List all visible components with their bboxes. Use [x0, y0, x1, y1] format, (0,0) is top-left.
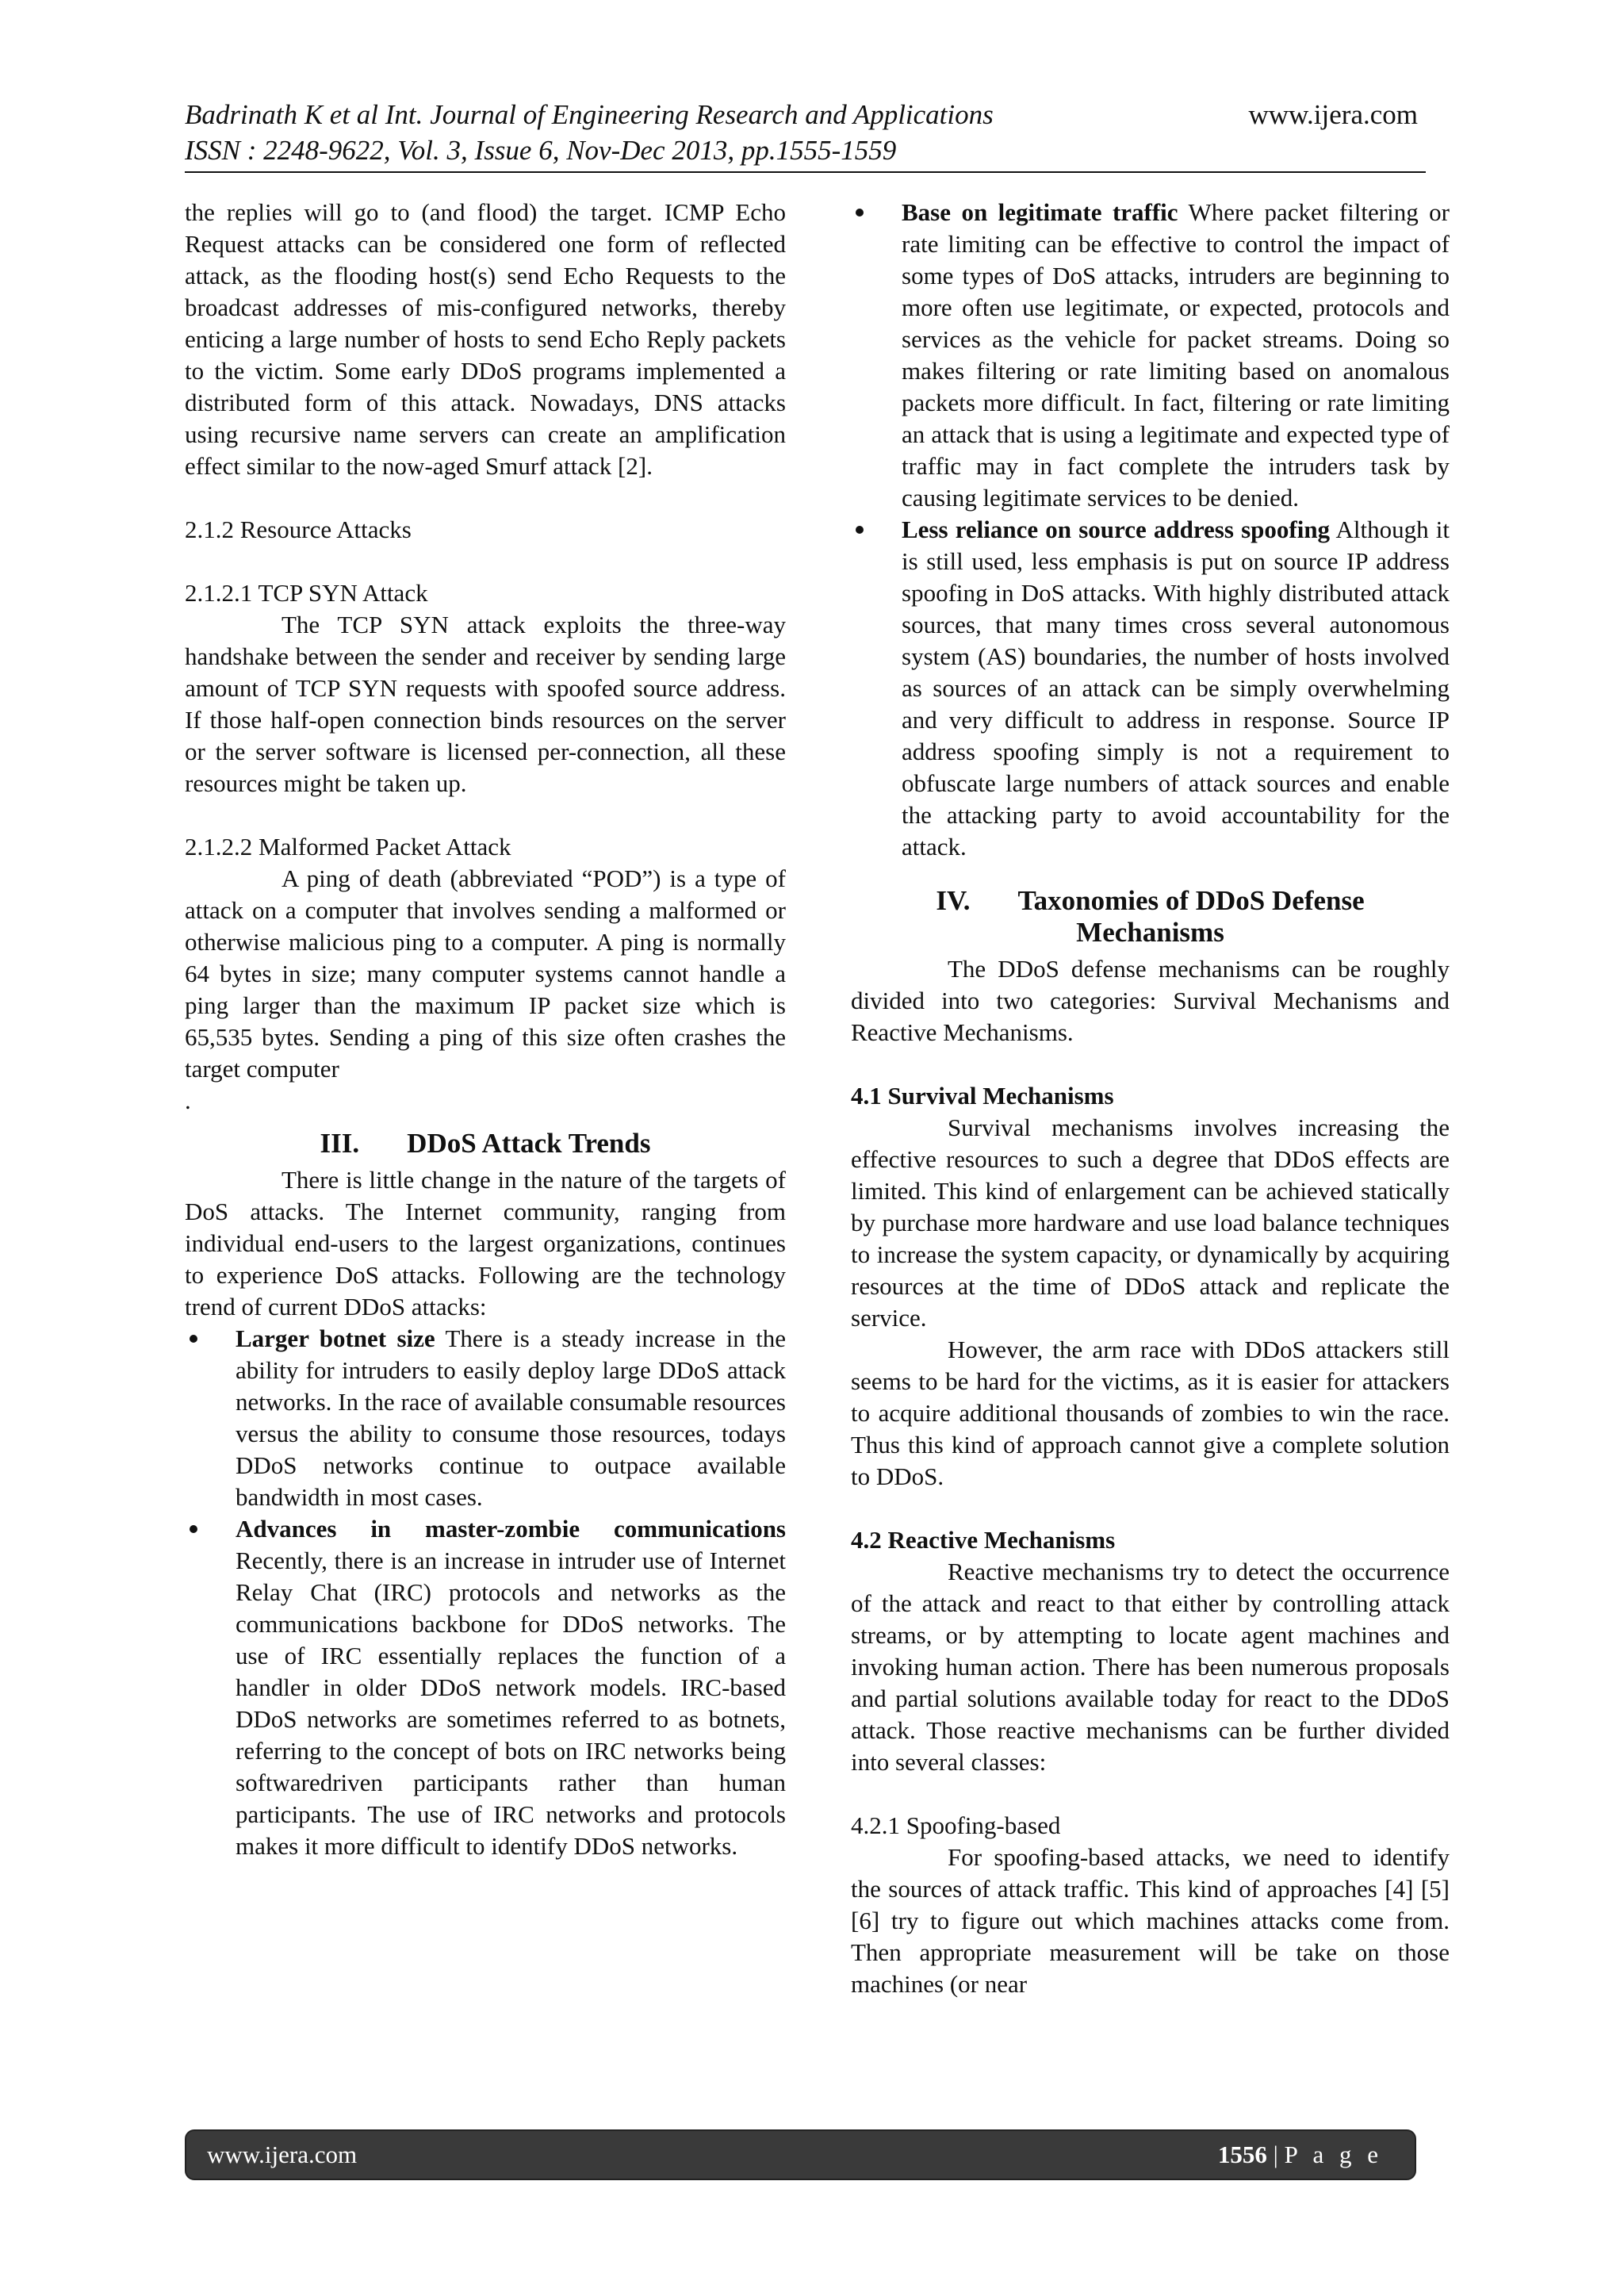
section-title-defense [851, 885, 1450, 949]
bullet-text: Although it is still used, less emphasis is put on source IP address spoofing in DoS attacks. With highly distributed attack sources, that many times cross several autonomous system (AS) boundaries, the number of hosts involved as sources of an attack can be simply overwhelming and very difficult to address in response. Source IP address spoofing simply is not a requirement to obfuscate large numbers of attack sources and enable the attacking party to avoid accountability for the attack. [902, 516, 1450, 861]
journal-citation: Badrinath K et al Int. Journal of Engineering Research and Applications [185, 99, 994, 130]
left-column [185, 197, 786, 1862]
heading-survival: 4.1 Survival Mechanisms [851, 1082, 1114, 1110]
page-number: 1556 [1217, 2141, 1267, 2168]
paragraph-tcp-syn: The TCP SYN attack exploits the three-way handshake between the sender and receiver by sending large amount of TCP SYN requests with spoofed source address. If those half-open connection binds resources on the server or the server software is licensed per-connection, all these resources might be taken up. [185, 611, 786, 797]
paragraph-reactive: Reactive mechanisms try to detect the occurrence of the attack and react to that either by controlling attack streams, or by attempting to locate agent machines and invoking human action. There has been numerous proposals and partial solutions available today for react to the DDoS attack. Those reactive mechanisms can be further divided into several classes: [851, 1558, 1450, 1776]
heading-malformed-packet: 2.1.2.2 Malformed Packet Attack [185, 833, 511, 861]
trend-bullet-list [185, 1323, 786, 1862]
paragraph-defense: The DDoS defense mechanisms can be roughly divided into two categories: Survival Mechanisms and Reactive Mechanisms. [851, 955, 1450, 1046]
paragraph-survival-2: However, the arm race with DDoS attackers still seems to be hard for the victims, as it is easier for attackers to acquire additional thousands of zombies to win the race. Thus this kind of approach cannot give a complete solution to DDoS. [851, 1336, 1450, 1490]
trend-bullet-list-continued [851, 197, 1450, 863]
paragraph-spoofing-based: For spoofing-based attacks, we need to identify the sources of attack traffic. This kind of approaches [4] [5] [6] try to figure out which machines attacks come from. Then appropriate measurement will be take on those machines (or near [851, 1843, 1450, 1998]
paragraph-survival-1: Survival mechanisms involves increasing the effective resources to such a degree that DDoS effects are limited. This kind of enlargement can be achieved statically by purchase more hardware and use load balance techniques to increase the system capacity, or dynamically by acquiring resources at the time of DDoS attack and replicate the service. [851, 1114, 1450, 1332]
paragraph-trends: There is little change in the nature of the targets of DoS attacks. The Internet community, ranging from individual end-users to the largest organizations, continues to experience DoS attacks. Following are the technology trend of current DDoS attacks: [185, 1166, 786, 1320]
section-title-attack-trends [185, 1128, 786, 1159]
bullet-title: Advances in master-zombie communications [236, 1515, 786, 1543]
header-rule [185, 171, 1426, 173]
heading-spoofing-based: 4.2.1 Spoofing-based [851, 1811, 1061, 1839]
section-number: IV. [936, 885, 971, 916]
section-title-text-2: Mechanisms [1076, 917, 1224, 948]
issn-line: ISSN : 2248-9622, Vol. 3, Issue 6, Nov-Dec 2013, pp.1555-1559 [185, 135, 897, 166]
page-footer [185, 2129, 1416, 2180]
section-title-text: Taxonomies of DDoS Defense [1017, 885, 1365, 916]
heading-tcp-syn: 2.1.2.1 TCP SYN Attack [185, 579, 428, 607]
section-title-text: DDoS Attack Trends [407, 1128, 651, 1159]
bullet-legitimate-traffic [851, 197, 1450, 514]
bullet-text: Where packet filtering or rate limiting can be effective to control the impact of some types of DoS attacks, intruders are beginning to more often use legitimate, or expected, protocols and services as the vehicle for packet streams. Doing so makes filtering or rate limiting based on anomalous packets more difficult. In fact, filtering or rate limiting an attack that is using a legitimate and expected type of traffic may in fact complete the intruders task by causing legitimate services to be denied. [902, 198, 1450, 512]
bullet-title: Larger botnet size [236, 1324, 435, 1352]
bullet-source-spoofing [851, 514, 1450, 863]
page-number-block [1218, 2141, 1383, 2169]
bullet-larger-botnet [185, 1323, 786, 1513]
section-number: III. [320, 1128, 360, 1159]
bullet-text: There is a steady increase in the ability for intruders to easily deploy large DDoS attack networks. In the race of available consumable resources versus the ability to consume those resources, todays DDoS networks continue to outpace available bandwidth in most cases. [236, 1324, 787, 1511]
paragraph-malformed-packet: A ping of death (abbreviated “POD”) is a type of attack on a computer that involves sending a malformed or otherwise malicious ping to a computer. A ping is normally 64 bytes in size; many computer systems cannot handle a ping larger than the maximum IP packet size which is 65,535 bytes. Sending a ping of this size often crashes the target computer [185, 864, 786, 1083]
stray-dot: . [185, 1087, 191, 1114]
bullet-title: Less reliance on source address spoofing [902, 516, 1331, 543]
bullet-text: Recently, there is an increase in intruder use of Internet Relay Chat (IRC) protocols and networks as the communications backbone for DDoS networks. The use of IRC essentially replaces the function of a handler in older DDoS network models. IRC-based DDoS networks are sometimes referred to as botnets, referring to the concept of bots on IRC networks being softwaredriven participants rather than human participants. The use of IRC networks and protocols makes it more difficult to identify DDoS networks. [236, 1547, 786, 1860]
bullet-title: Base on legitimate traffic [902, 198, 1178, 226]
heading-resource-attacks: 2.1.2 Resource Attacks [185, 516, 412, 543]
header-url[interactable]: www.ijera.com [1248, 99, 1418, 130]
right-column [851, 197, 1450, 2000]
page-header [185, 97, 1426, 168]
heading-reactive: 4.2 Reactive Mechanisms [851, 1526, 1116, 1554]
footer-url[interactable]: www.ijera.com [207, 2141, 358, 2168]
paragraph-reflected-attack: the replies will go to (and flood) the target. ICMP Echo Request attacks can be considered one form of reflected attack, as the flooding host(s) send Echo Requests to the broadcast addresses of mis-configured networks, thereby enticing a large number of hosts to send Echo Reply packets to the victim. Some early DDoS programs implemented a distributed form of this attack. Nowadays, DNS attacks using recursive name servers can create an amplification effect similar to the now-aged Smurf attack [2]. [185, 198, 786, 480]
page-label: P a g e [1284, 2141, 1383, 2168]
page-separator: | [1266, 2141, 1285, 2168]
bullet-master-zombie [185, 1513, 786, 1862]
